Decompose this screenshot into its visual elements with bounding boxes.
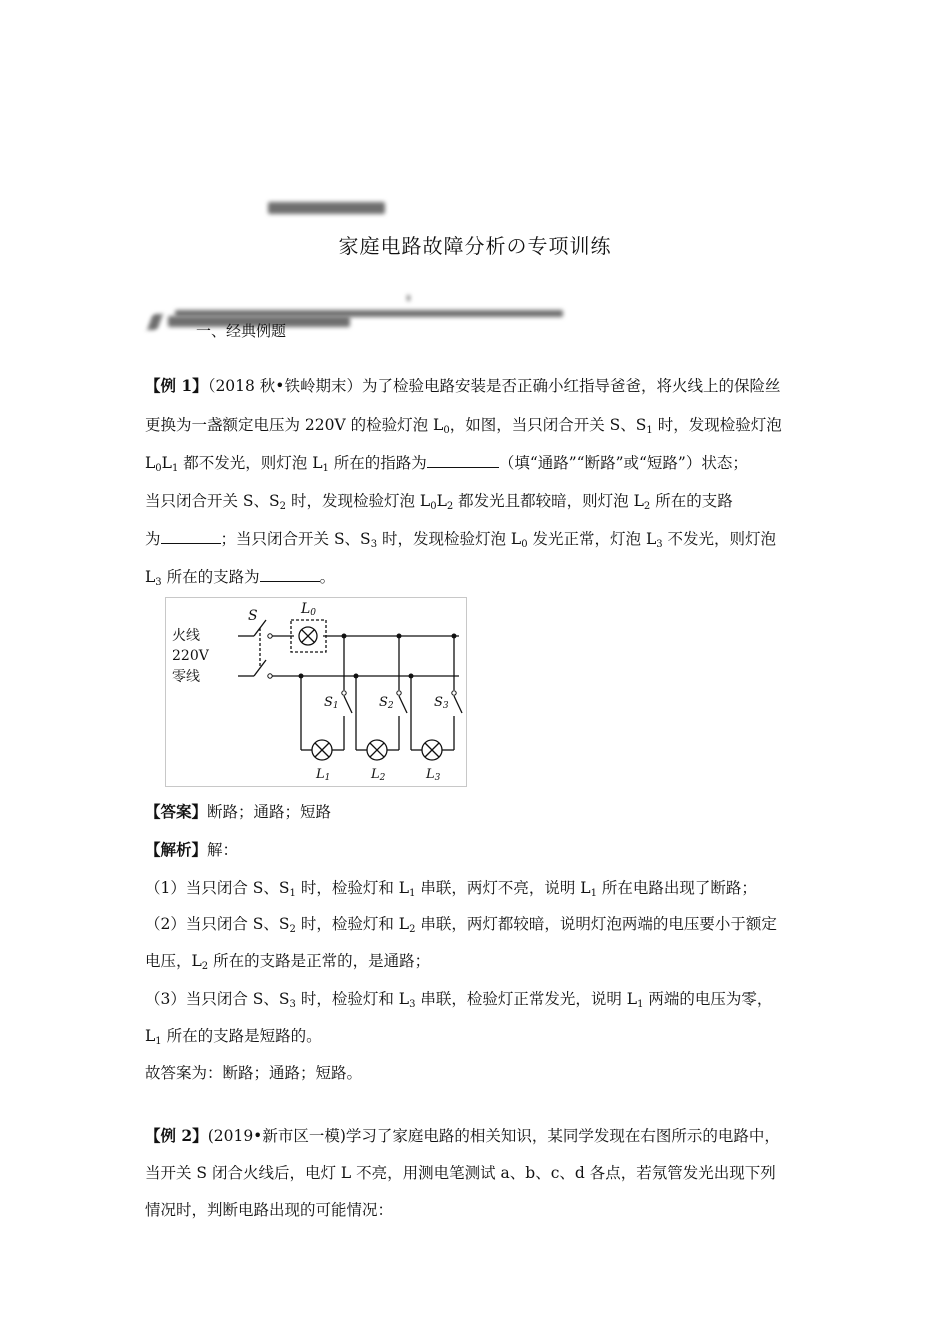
example1-line-2: 更换为一盏额定电压为 220V 的检验灯泡 $L_0$，如图，当只闭合开关 S、$S_1$ 时，发现检验灯泡 <box>145 416 782 436</box>
label-switch-s2: S2 <box>379 695 394 711</box>
analysis-conclusion: 故答案为：断路；通路；短路。 <box>145 1064 363 1082</box>
switch2-blade <box>399 696 407 713</box>
analysis-point-2: （2）当只闭合 S、$S_2$ 时，检验灯和 $L_2$ 串联，两灯都较暗，说明灯泡两端的电压要小于额定 <box>145 915 777 935</box>
page-title: 家庭电路故障分析の专项训练 <box>338 234 612 258</box>
label-lamp-l1: L1 <box>316 767 331 783</box>
label-lamp-l2: L2 <box>371 767 386 783</box>
analysis-point-2-cont: 电压，$L_2$ 所在的支路是正常的，是通路； <box>145 952 431 972</box>
answer-blank-1[interactable] <box>427 453 499 468</box>
example1-line-3: $L_0L_1$ 都不发光，则灯泡 $L_1$ 所在的指路为 （填“通路”“断路”或“短路”）状态； <box>145 454 748 474</box>
analysis-point-1: （1）当只闭合 S、$S_1$ 时，检验灯和 $L_1$ 串联，两灯不亮，说明 $L_1$ 所在电路出现了断路； <box>145 879 757 899</box>
analysis-point-3: （3）当只闭合 S、$S_3$ 时，检验灯和 $L_3$ 串联，检验灯正常发光，说明 $L_1$ 两端的电压为零， <box>145 990 773 1010</box>
answer-blank-3[interactable] <box>260 567 320 582</box>
label-lamp-l3: L3 <box>426 767 441 783</box>
answer-tag: 【答案】 <box>145 802 208 821</box>
example1-tag: 【例 1】 <box>145 376 208 395</box>
example1-source: （2018 秋•铁岭期末） <box>207 377 362 395</box>
blurred-header-bar <box>268 202 385 214</box>
label-live-wire: 火线 <box>172 628 200 644</box>
label-neutral-wire: 零线 <box>172 669 200 685</box>
example1-line-1: 【例 1】（2018 秋•铁岭期末）为了检验电路安装是否正确小红指导爸爸，将火线上的保险丝 <box>145 376 781 395</box>
label-switch-s1: S1 <box>324 695 339 711</box>
label-main-switch: S <box>248 608 258 624</box>
analysis-heading: 【解析】解： <box>145 840 239 859</box>
answer-line <box>145 800 331 822</box>
example2-line-1: 【例 2】(2019•新市区一模)学习了家庭电路的相关知识，某同学发现在右图所示的电路中， <box>145 1126 780 1145</box>
example2-line-3: 情况时，判断电路出现的可能情况： <box>145 1201 394 1219</box>
answer-blank-2[interactable] <box>161 529 221 544</box>
switch3-blade <box>454 696 462 713</box>
blurred-section-tick <box>147 314 163 330</box>
analysis-tag: 【解析】 <box>145 840 208 859</box>
label-l0: L0 <box>301 601 317 618</box>
analysis-point-3-cont: $L_1$ 所在的支路是短路的。 <box>145 1027 322 1047</box>
circuit-diagram <box>165 597 467 787</box>
example2-source: (2019•新市区一模) <box>207 1127 346 1145</box>
example2-tag: 【例 2】 <box>145 1126 208 1145</box>
label-voltage: 220V <box>172 648 209 664</box>
label-switch-s3: S3 <box>434 695 449 711</box>
example1-line-6: $L_3$ 所在的支路为 。 <box>145 568 336 588</box>
example1-line-5: 为 ；当只闭合开关 S、$S_3$ 时，发现检验灯泡 $L_0$ 发光正常，灯泡 $L_3$ 不发光，则灯泡 <box>145 530 777 550</box>
switch1-blade <box>344 696 352 713</box>
main-switch-blade-2 <box>254 660 266 676</box>
section-heading: 一、经典例题 <box>196 322 287 340</box>
circuit-svg <box>166 598 466 786</box>
example2-line-2: 当开关 S 闭合火线后，电灯 L 不亮，用测电笔测试 a、b、c、d 各点，若氖管发光出现下列 <box>145 1164 776 1182</box>
answer-text: 断路；通路；短路 <box>207 803 332 821</box>
example1-line-4: 当只闭合开关 S、$S_2$ 时，发现检验灯泡 $L_0L_2$ 都发光且都较暗，则灯泡 $L_2$ 所在的支路 <box>145 492 733 512</box>
blurred-mark <box>407 295 410 301</box>
